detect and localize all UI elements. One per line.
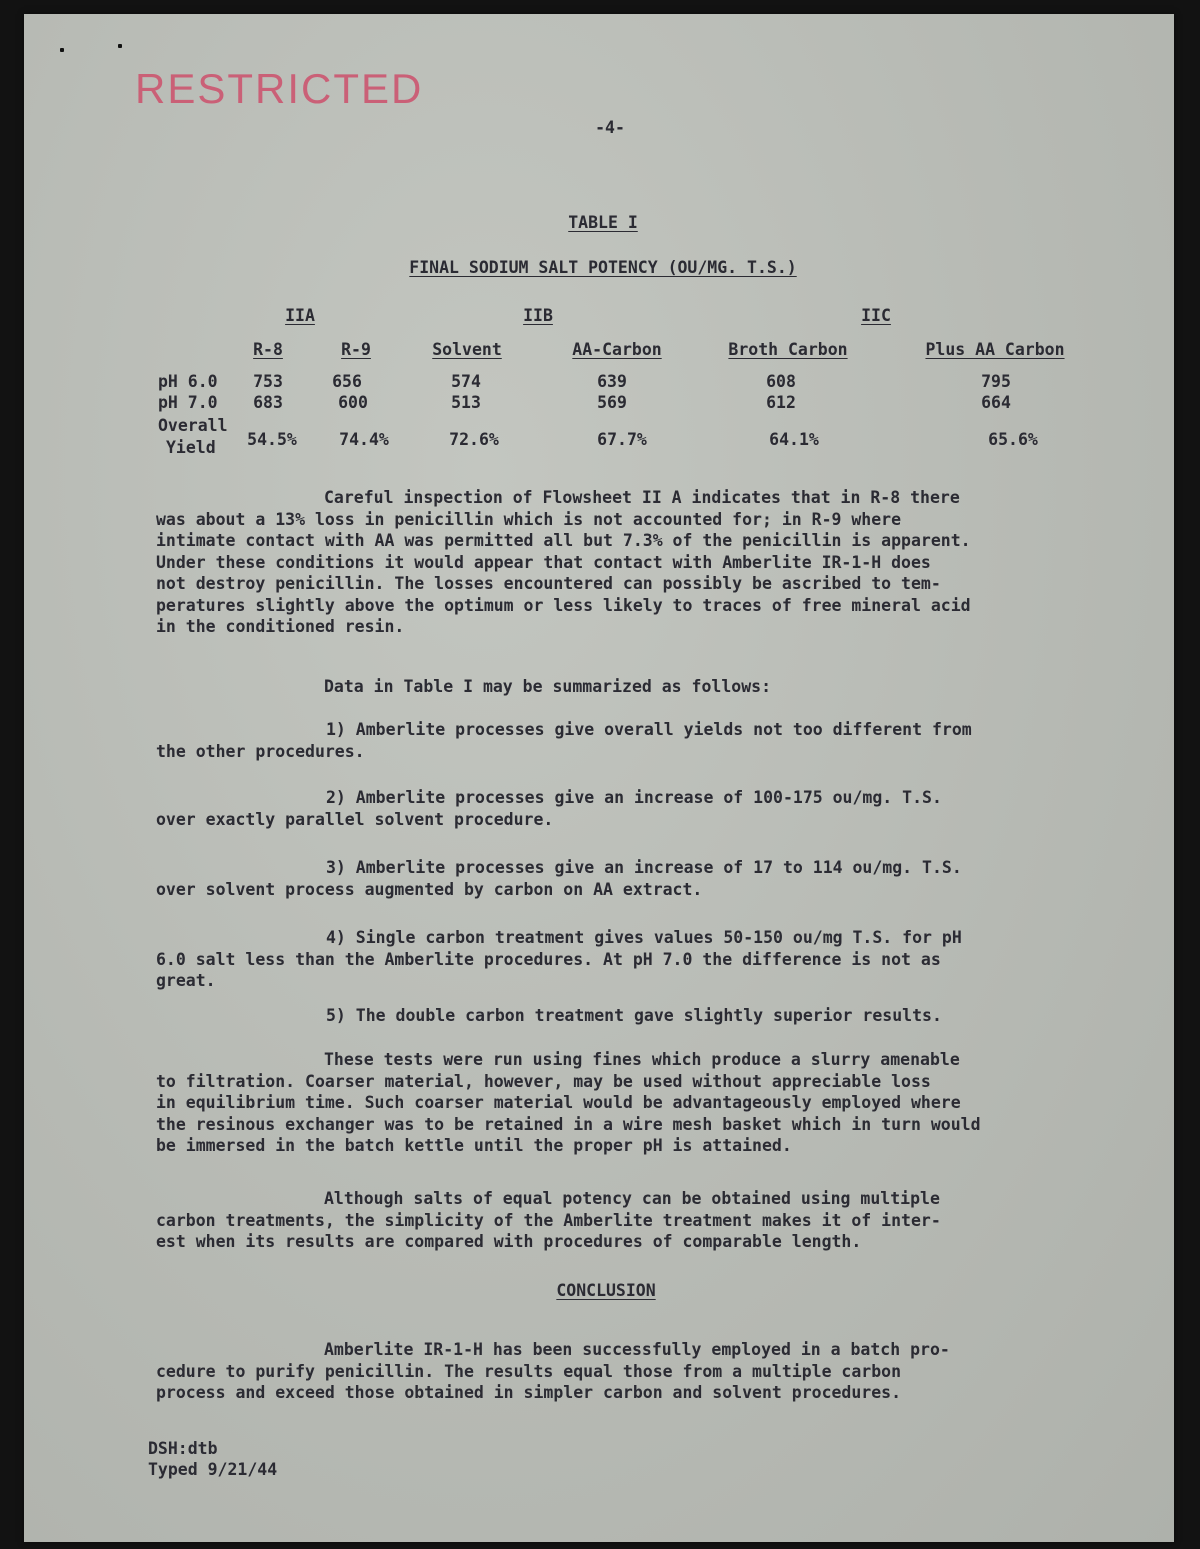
row-label: pH 6.0 <box>158 372 218 391</box>
paragraph-potency: Although salts of equal potency can be obtained using multiple carbon treatments, the simplicity of the Amberlite treatment makes it of inter- est when its results are compared with procedures of comparable length. <box>156 1189 941 1251</box>
table-cell: 72.6% <box>449 430 499 449</box>
column-header: Plus AA Carbon <box>925 340 1065 359</box>
table-cell: 600 <box>338 393 368 412</box>
summary-item-2: 2) Amberlite processes give an increase of 100-175 ou/mg. T.S. over exactly parallel solvent procedure. <box>156 788 942 829</box>
table-cell: 795 <box>981 372 1011 391</box>
summary-item-4: 4) Single carbon treatment gives values 50-150 ou/mg T.S. for pH 6.0 salt less than the Amberlite procedures. At pH 7.0 the difference is not as great. <box>156 928 962 990</box>
table-cell: 513 <box>451 393 481 412</box>
summary-item-5: 5) The double carbon treatment gave slightly superior results. <box>326 1006 942 1025</box>
table-cell: 753 <box>253 372 283 391</box>
table-cell: 664 <box>981 393 1011 412</box>
column-header: Solvent <box>432 340 502 359</box>
summary-item-1: 1) Amberlite processes give overall yields not too different from the other procedures. <box>156 720 972 761</box>
paragraph-summary-intro: Data in Table I may be summarized as follows: <box>324 677 772 696</box>
group-header-iib: IIB <box>523 306 553 325</box>
table-cell: 639 <box>597 372 627 391</box>
table-cell: 612 <box>766 393 796 412</box>
table-cell: 608 <box>766 372 796 391</box>
column-header: R-9 <box>341 340 371 359</box>
conclusion-heading: CONCLUSION <box>556 1281 656 1300</box>
row-label: pH 7.0 <box>158 393 218 412</box>
table-cell: 54.5% <box>247 430 297 449</box>
row-label: Yield <box>166 438 216 457</box>
table-cell: 74.4% <box>339 430 389 449</box>
group-header-iic: IIC <box>861 306 891 325</box>
table-cell: 65.6% <box>988 430 1038 449</box>
paragraph-inspection: Careful inspection of Flowsheet II A indicates that in R-8 there was about a 13% loss in penicillin which is not accounted for; in R-9 where intimate contact with AA was permitted all but 7.3% of the penicillin is apparent. Under these conditions it would appear that contact with Amberlite IR-1-H does not destroy penicillin. The losses encountered can possibly be ascribed to tem- peratures slightly above the optimum or less likely to traces of free mineral acid in the conditioned resin. <box>156 488 971 636</box>
table-cell: 656 <box>332 372 362 391</box>
column-header: AA-Carbon <box>572 340 662 359</box>
paragraph-fines: These tests were run using fines which produce a slurry amenable to filtration. Coarser material, however, may be used without appreciable loss in equilibrium time. Such coarser material would be advantageously employed where the resinous exchanger was to be retained in a wire mesh basket which in turn would be immersed in the batch kettle until the proper pH is attained. <box>156 1050 981 1155</box>
table-title: TABLE I <box>568 213 638 232</box>
page-number: -4- <box>595 118 625 137</box>
footer-initials: DSH:dtb <box>148 1439 218 1458</box>
restricted-stamp: RESTRICTED <box>135 65 424 112</box>
table-cell: 569 <box>597 393 627 412</box>
table-subtitle: FINAL SODIUM SALT POTENCY (OU/MG. T.S.) <box>409 258 797 277</box>
footer-typed-date: Typed 9/21/44 <box>148 1460 278 1479</box>
column-header: Broth Carbon <box>728 340 848 359</box>
table-cell: 64.1% <box>769 430 819 449</box>
table-cell: 574 <box>451 372 481 391</box>
column-header: R-8 <box>253 340 283 359</box>
row-label: Overall <box>158 416 228 435</box>
group-header-iia: IIA <box>285 306 315 325</box>
summary-item-3: 3) Amberlite processes give an increase of 17 to 114 ou/mg. T.S. over solvent process augmented by carbon on AA extract. <box>156 858 962 899</box>
document-page <box>24 14 1174 1542</box>
table-cell: 67.7% <box>597 430 647 449</box>
table-cell: 683 <box>253 393 283 412</box>
conclusion-text: Amberlite IR-1-H has been successfully employed in a batch pro- cedure to purify penicillin. The results equal those from a multiple carbon process and exceed those obtained in simpler carbon and solvent procedures. <box>156 1340 950 1402</box>
